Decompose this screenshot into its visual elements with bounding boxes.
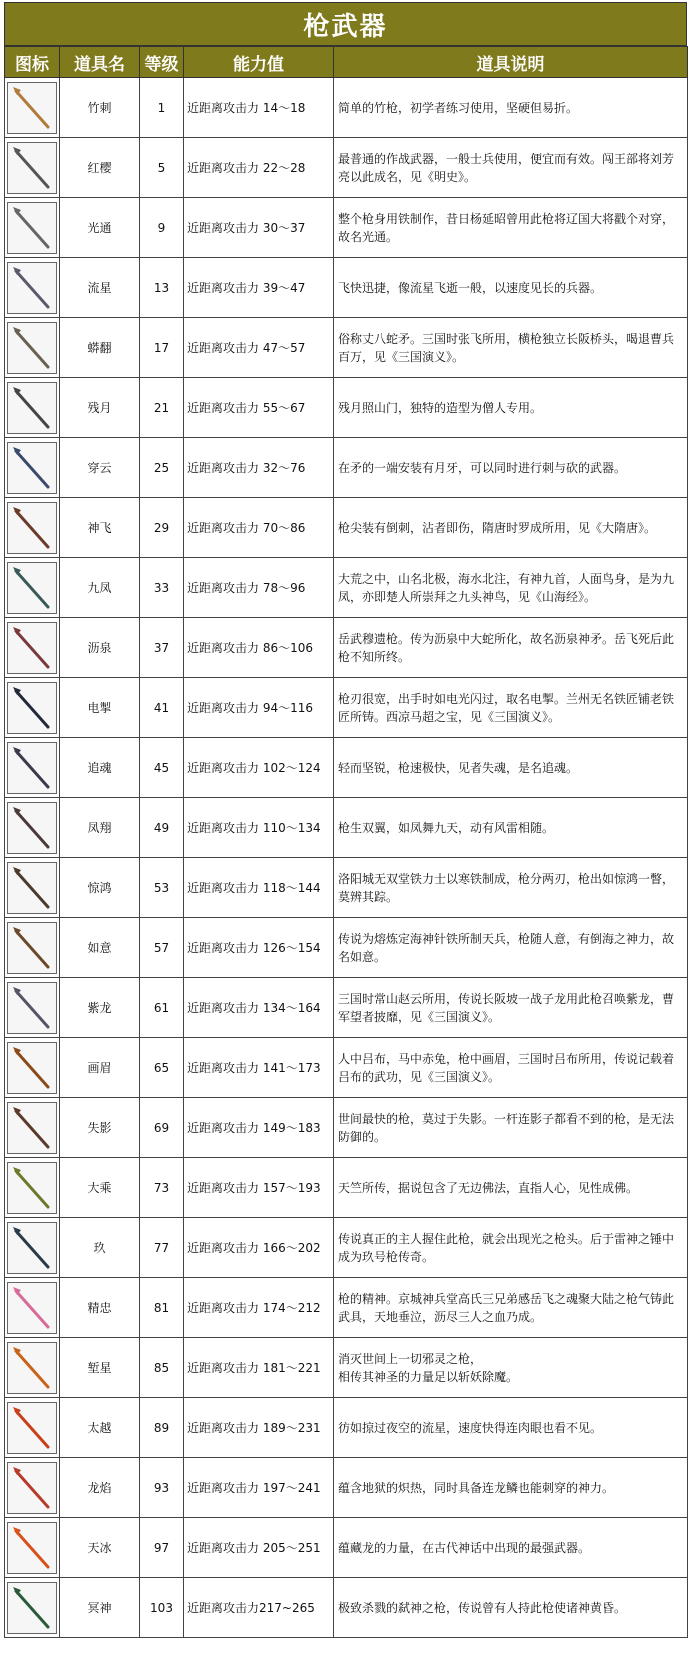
weapon-icon: [7, 1282, 57, 1334]
weapon-name: 神飞: [60, 498, 140, 558]
weapon-level: 29: [140, 498, 184, 558]
weapon-name: 画眉: [60, 1038, 140, 1098]
weapon-ability: 近距离攻击力 86～106: [184, 618, 334, 678]
weapon-name: 冥神: [60, 1578, 140, 1638]
weapon-name: 九凤: [60, 558, 140, 618]
spear-glyph-icon: [8, 563, 56, 613]
weapon-icon: [7, 802, 57, 854]
spear-glyph-icon: [8, 923, 56, 973]
page-title: 枪武器: [4, 2, 687, 46]
weapon-name: 堑星: [60, 1338, 140, 1398]
spear-glyph-icon: [8, 1043, 56, 1093]
table-body: [5, 78, 688, 1638]
weapon-level: 41: [140, 678, 184, 738]
weapon-ability: 近距离攻击力 22～28: [184, 138, 334, 198]
weapon-level: 49: [140, 798, 184, 858]
spear-glyph-icon: [8, 1283, 56, 1333]
weapon-icon: [7, 1402, 57, 1454]
weapon-name: 如意: [60, 918, 140, 978]
table-row: [5, 978, 688, 1038]
table-row: [5, 78, 688, 138]
spear-glyph-icon: [8, 1403, 56, 1453]
icon-cell: [5, 438, 60, 498]
icon-cell: [5, 258, 60, 318]
weapon-level: 33: [140, 558, 184, 618]
icon-cell: [5, 1158, 60, 1218]
icon-cell: [5, 558, 60, 618]
spear-glyph-icon: [8, 503, 56, 553]
weapon-name: 蟒翻: [60, 318, 140, 378]
weapon-description: 洛阳城无双堂铁力士以寒铁制成，枪分两刃，枪出如惊鸿一瞥，莫辨其踪。: [334, 858, 688, 918]
weapon-ability: 近距离攻击力 32～76: [184, 438, 334, 498]
table-row: [5, 1458, 688, 1518]
icon-cell: [5, 1458, 60, 1518]
weapon-level: 85: [140, 1338, 184, 1398]
table-row: [5, 1218, 688, 1278]
icon-cell: [5, 678, 60, 738]
table-row: [5, 498, 688, 558]
weapon-icon: [7, 1102, 57, 1154]
table-row: [5, 618, 688, 678]
weapon-description: 简单的竹枪，初学者练习使用，坚硬但易折。: [334, 78, 688, 138]
weapon-icon: [7, 1222, 57, 1274]
header-level: 等级: [140, 47, 184, 78]
weapon-description: 天竺所传，据说包含了无边佛法，直指人心，见性成佛。: [334, 1158, 688, 1218]
weapon-ability: 近距离攻击力 141～173: [184, 1038, 334, 1098]
spear-glyph-icon: [8, 443, 56, 493]
weapon-ability: 近距离攻击力 94～116: [184, 678, 334, 738]
weapon-icon: [7, 502, 57, 554]
weapon-icon: [7, 1162, 57, 1214]
weapon-name: 沥泉: [60, 618, 140, 678]
spear-glyph-icon: [8, 323, 56, 373]
weapon-ability: 近距离攻击力 126～154: [184, 918, 334, 978]
weapon-icon: [7, 742, 57, 794]
weapon-level: 25: [140, 438, 184, 498]
header-desc: 道具说明: [334, 47, 688, 78]
spear-glyph-icon: [8, 1523, 56, 1573]
weapon-description: 世间最快的枪，莫过于失影。一杆连影子都看不到的枪，是无法防御的。: [334, 1098, 688, 1158]
spear-glyph-icon: [8, 1343, 56, 1393]
weapon-ability: 近距离攻击力 134～164: [184, 978, 334, 1038]
spear-glyph-icon: [8, 803, 56, 853]
weapon-name: 残月: [60, 378, 140, 438]
weapon-ability: 近距离攻击力 174～212: [184, 1278, 334, 1338]
weapon-ability: 近距离攻击力 102～124: [184, 738, 334, 798]
weapon-name: 失影: [60, 1098, 140, 1158]
weapon-ability: 近距离攻击力 78～96: [184, 558, 334, 618]
weapon-icon: [7, 1042, 57, 1094]
table-row: [5, 378, 688, 438]
weapon-level: 89: [140, 1398, 184, 1458]
weapon-description: 蕴含地狱的炽热，同时具备连龙鳞也能刺穿的神力。: [334, 1458, 688, 1518]
icon-cell: [5, 138, 60, 198]
table-row: [5, 1158, 688, 1218]
weapon-description: 枪的精神。京城神兵堂高氏三兄弟感岳飞之魂聚大陆之枪气铸此武具，天地垂泣，沥尽三人之血乃成。: [334, 1278, 688, 1338]
table-row: [5, 738, 688, 798]
icon-cell: [5, 1578, 60, 1638]
weapon-name: 惊鸿: [60, 858, 140, 918]
icon-cell: [5, 918, 60, 978]
weapon-level: 81: [140, 1278, 184, 1338]
spear-glyph-icon: [8, 383, 56, 433]
weapon-name: 龙焰: [60, 1458, 140, 1518]
icon-cell: [5, 738, 60, 798]
weapon-level: 53: [140, 858, 184, 918]
table-row: [5, 318, 688, 378]
icon-cell: [5, 1518, 60, 1578]
weapon-level: 97: [140, 1518, 184, 1578]
weapon-name: 穿云: [60, 438, 140, 498]
icon-cell: [5, 498, 60, 558]
weapon-description: 传说真正的主人握住此枪，就会出现光之枪头。后于雷神之锤中成为玖号枪传奇。: [334, 1218, 688, 1278]
table-row: [5, 1098, 688, 1158]
weapon-level: 103: [140, 1578, 184, 1638]
weapon-name: 太越: [60, 1398, 140, 1458]
weapon-level: 13: [140, 258, 184, 318]
weapon-icon: [7, 682, 57, 734]
spear-glyph-icon: [8, 143, 56, 193]
weapon-level: 77: [140, 1218, 184, 1278]
weapon-icon: [7, 442, 57, 494]
weapon-name: 红樱: [60, 138, 140, 198]
spear-glyph-icon: [8, 1103, 56, 1153]
table-row: [5, 258, 688, 318]
table-header-row: [5, 47, 688, 78]
weapon-ability: 近距离攻击力 157～193: [184, 1158, 334, 1218]
weapon-level: 37: [140, 618, 184, 678]
table-row: [5, 1398, 688, 1458]
weapon-ability: 近距离攻击力 189～231: [184, 1398, 334, 1458]
icon-cell: [5, 858, 60, 918]
weapon-level: 1: [140, 78, 184, 138]
weapon-ability: 近距离攻击力 39～47: [184, 258, 334, 318]
weapon-description: 残月照山门，独特的造型为僧人专用。: [334, 378, 688, 438]
icon-cell: [5, 1038, 60, 1098]
weapon-sheet: [4, 2, 687, 1638]
weapon-name: 光通: [60, 198, 140, 258]
spear-glyph-icon: [8, 863, 56, 913]
weapon-ability: 近距离攻击力 55～67: [184, 378, 334, 438]
weapon-ability: 近距离攻击力 181～221: [184, 1338, 334, 1398]
weapon-level: 21: [140, 378, 184, 438]
weapon-icon: [7, 142, 57, 194]
weapon-name: 天冰: [60, 1518, 140, 1578]
weapon-name: 流星: [60, 258, 140, 318]
weapon-description: 俗称丈八蛇矛。三国时张飞所用，横枪独立长阪桥头，喝退曹兵百万，见《三国演义》。: [334, 318, 688, 378]
icon-cell: [5, 78, 60, 138]
weapon-level: 69: [140, 1098, 184, 1158]
weapon-table: [4, 46, 688, 1638]
weapon-icon: [7, 562, 57, 614]
table-row: [5, 558, 688, 618]
weapon-description: 彷如掠过夜空的流星，速度快得连肉眼也看不见。: [334, 1398, 688, 1458]
weapon-name: 精忠: [60, 1278, 140, 1338]
spear-glyph-icon: [8, 1583, 56, 1633]
spear-glyph-icon: [8, 983, 56, 1033]
spear-glyph-icon: [8, 1223, 56, 1273]
weapon-icon: [7, 1522, 57, 1574]
spear-glyph-icon: [8, 1163, 56, 1213]
weapon-ability: 近距离攻击力 118～144: [184, 858, 334, 918]
weapon-description: 消灭世间上一切邪灵之枪， 相传其神圣的力量足以斩妖除魔。: [334, 1338, 688, 1398]
spear-glyph-icon: [8, 83, 56, 133]
weapon-level: 57: [140, 918, 184, 978]
table-row: [5, 798, 688, 858]
weapon-name: 竹刺: [60, 78, 140, 138]
weapon-description: 在矛的一端安装有月牙，可以同时进行刺与砍的武器。: [334, 438, 688, 498]
spear-glyph-icon: [8, 263, 56, 313]
table-row: [5, 1518, 688, 1578]
weapon-icon: [7, 202, 57, 254]
weapon-description: 人中吕布，马中赤兔，枪中画眉，三国时吕布所用，传说记载着吕布的武功，见《三国演义》。: [334, 1038, 688, 1098]
icon-cell: [5, 1338, 60, 1398]
table-row: [5, 918, 688, 978]
weapon-level: 61: [140, 978, 184, 1038]
spear-glyph-icon: [8, 683, 56, 733]
weapon-icon: [7, 82, 57, 134]
weapon-description: 枪刃很宽，出手时如电光闪过，取名电掣。兰州无名铁匠铺老铁匠所铸。西凉马超之宝，见《三国演义》。: [334, 678, 688, 738]
weapon-ability: 近距离攻击力217~265: [184, 1578, 334, 1638]
weapon-level: 65: [140, 1038, 184, 1098]
weapon-icon: [7, 1462, 57, 1514]
weapon-level: 93: [140, 1458, 184, 1518]
spear-glyph-icon: [8, 743, 56, 793]
table-row: [5, 1038, 688, 1098]
table-row: [5, 1278, 688, 1338]
weapon-description: 飞快迅捷，像流星飞逝一般，以速度见长的兵器。: [334, 258, 688, 318]
weapon-description: 蕴藏龙的力量，在古代神话中出现的最强武器。: [334, 1518, 688, 1578]
weapon-icon: [7, 382, 57, 434]
weapon-name: 大乘: [60, 1158, 140, 1218]
table-row: [5, 1578, 688, 1638]
weapon-icon: [7, 862, 57, 914]
header-ability: 能力值: [184, 47, 334, 78]
weapon-name: 玖: [60, 1218, 140, 1278]
weapon-ability: 近距离攻击力 30～37: [184, 198, 334, 258]
spear-glyph-icon: [8, 203, 56, 253]
weapon-ability: 近距离攻击力 47～57: [184, 318, 334, 378]
weapon-description: 轻而坚锐，枪速极快，见者失魂，是名追魂。: [334, 738, 688, 798]
weapon-ability: 近距离攻击力 14～18: [184, 78, 334, 138]
header-icon: 图标: [5, 47, 60, 78]
table-row: [5, 858, 688, 918]
weapon-name: 电掣: [60, 678, 140, 738]
weapon-ability: 近距离攻击力 149～183: [184, 1098, 334, 1158]
weapon-name: 凤翔: [60, 798, 140, 858]
weapon-name: 追魂: [60, 738, 140, 798]
weapon-icon: [7, 262, 57, 314]
icon-cell: [5, 1398, 60, 1458]
weapon-icon: [7, 922, 57, 974]
table-row: [5, 678, 688, 738]
weapon-level: 73: [140, 1158, 184, 1218]
weapon-icon: [7, 322, 57, 374]
icon-cell: [5, 1278, 60, 1338]
icon-cell: [5, 618, 60, 678]
weapon-icon: [7, 1582, 57, 1634]
spear-glyph-icon: [8, 1463, 56, 1513]
weapon-name: 紫龙: [60, 978, 140, 1038]
icon-cell: [5, 1098, 60, 1158]
weapon-ability: 近距离攻击力 110～134: [184, 798, 334, 858]
weapon-level: 17: [140, 318, 184, 378]
icon-cell: [5, 798, 60, 858]
weapon-ability: 近距离攻击力 70～86: [184, 498, 334, 558]
table-row: [5, 1338, 688, 1398]
weapon-description: 极致杀戮的弑神之枪，传说曾有人持此枪使诸神黄昏。: [334, 1578, 688, 1638]
weapon-icon: [7, 1342, 57, 1394]
weapon-description: 枪生双翼，如凤舞九天，动有风雷相随。: [334, 798, 688, 858]
icon-cell: [5, 1218, 60, 1278]
icon-cell: [5, 978, 60, 1038]
weapon-level: 45: [140, 738, 184, 798]
table-row: [5, 138, 688, 198]
weapon-ability: 近距离攻击力 205～251: [184, 1518, 334, 1578]
weapon-icon: [7, 982, 57, 1034]
spear-glyph-icon: [8, 623, 56, 673]
weapon-description: 枪尖装有倒刺，沾者即伤，隋唐时罗成所用，见《大隋唐》。: [334, 498, 688, 558]
icon-cell: [5, 198, 60, 258]
weapon-icon: [7, 622, 57, 674]
weapon-level: 9: [140, 198, 184, 258]
weapon-ability: 近距离攻击力 197～241: [184, 1458, 334, 1518]
weapon-description: 整个枪身用铁制作，昔日杨延昭曾用此枪将辽国大将戳个对穿，故名光通。: [334, 198, 688, 258]
icon-cell: [5, 318, 60, 378]
weapon-description: 传说为熔炼定海神针铁所制天兵，枪随人意，有倒海之神力，故名如意。: [334, 918, 688, 978]
weapon-description: 大荒之中，山名北极，海水北注，有神九首，人面鸟身，是为九凤，亦即楚人所崇拜之九头神鸟，见《山海经》。: [334, 558, 688, 618]
header-name: 道具名: [60, 47, 140, 78]
weapon-description: 最普通的作战武器，一般士兵使用，便宜而有效。闯王部将刘芳亮以此成名，见《明史》。: [334, 138, 688, 198]
weapon-level: 5: [140, 138, 184, 198]
table-row: [5, 438, 688, 498]
table-row: [5, 198, 688, 258]
weapon-description: 三国时常山赵云所用，传说长阪坡一战子龙用此枪召唤紫龙，曹军望者披靡，见《三国演义》。: [334, 978, 688, 1038]
weapon-ability: 近距离攻击力 166～202: [184, 1218, 334, 1278]
weapon-description: 岳武穆遗枪。传为沥泉中大蛇所化，故名沥泉神矛。岳飞死后此枪不知所终。: [334, 618, 688, 678]
icon-cell: [5, 378, 60, 438]
